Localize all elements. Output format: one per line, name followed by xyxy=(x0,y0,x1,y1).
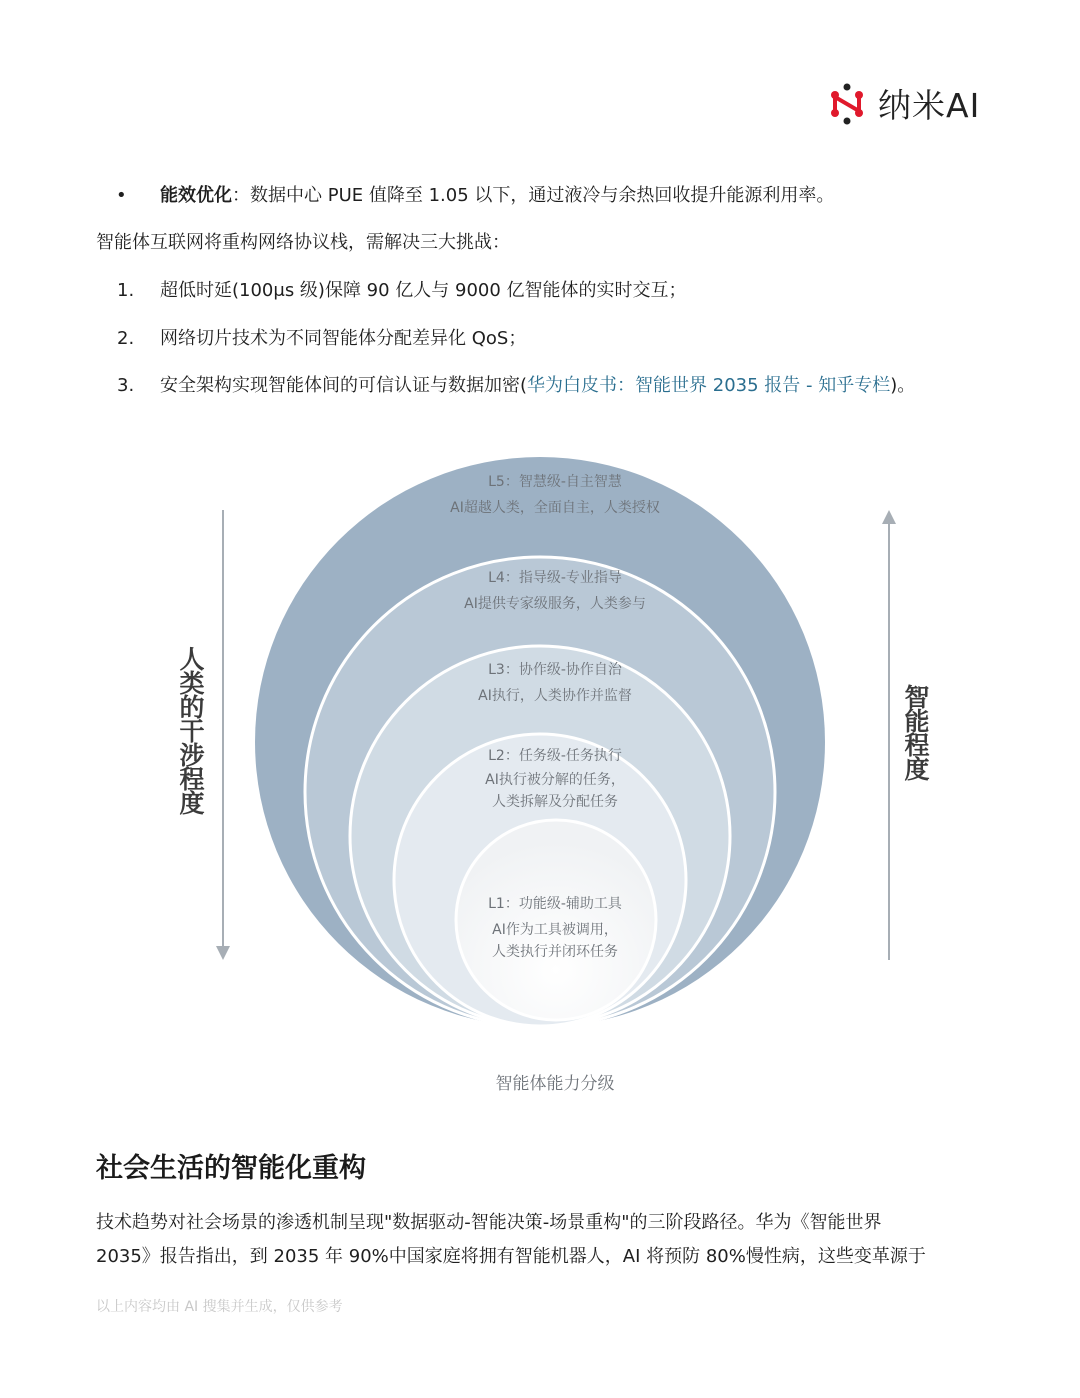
right-axis-text: 智能程度 xyxy=(904,683,930,784)
up-arrow xyxy=(882,510,896,960)
left-axis-text: 人类的干涉程度 xyxy=(179,645,205,818)
list-number: 1. xyxy=(117,280,135,301)
level-2-desc: AI执行被分解的任务， xyxy=(485,772,625,788)
level-4-title: L4：指导级-专业指导 xyxy=(488,570,622,586)
section-paragraph xyxy=(96,1206,996,1274)
list-item: 网络切片技术为不同智能体分配差异化 QoS； xyxy=(160,328,527,349)
diagram-caption: 智能体能力分级 xyxy=(495,1074,615,1094)
left-axis-label xyxy=(177,645,207,818)
source-link[interactable]: 华为白皮书：智能世界 2035 报告 - 知乎专栏 xyxy=(527,375,891,396)
paragraph-line: 技术趋势对社会场景的渗透机制呈现"数据驱动-智能决策-场景重构"的三阶段路径。华为《智能世界 xyxy=(96,1212,882,1233)
level-2-desc: 人类拆解及分配任务 xyxy=(492,794,618,810)
paragraph-line: 2035》报告指出，到 2035 年 90%中国家庭将拥有智能机器人，AI 将预防 80%慢性病，这些变革源于 xyxy=(96,1246,926,1267)
level-1-title: L1：功能级-辅助工具 xyxy=(488,896,622,912)
level-3-desc: AI执行，人类协作并监督 xyxy=(478,688,632,704)
section-title: 社会生活的智能化重构 xyxy=(96,1153,366,1184)
level-2-title: L2：任务级-任务执行 xyxy=(488,748,622,764)
level-1-desc: 人类执行并闭环任务 xyxy=(492,944,618,960)
right-axis-label xyxy=(902,683,932,784)
down-arrow xyxy=(216,510,230,960)
list-item: 超低时延(100μs 级)保障 90 亿人与 9000 亿智能体的实时交互； xyxy=(160,280,687,301)
level-5-desc: AI超越人类，全面自主，人类授权 xyxy=(450,500,660,516)
level-5-title: L5：智慧级-自主智慧 xyxy=(488,474,622,490)
list-number: 3. xyxy=(117,375,135,396)
level-3-title: L3：协作级-协作自治 xyxy=(488,662,622,678)
brand-name: 纳米AI xyxy=(878,86,981,125)
bullet-marker: • xyxy=(116,185,127,206)
ai-disclaimer: 以上内容均由 AI 搜集并生成，仅供参考 xyxy=(96,1299,343,1315)
level-1-circle xyxy=(456,820,656,1020)
intro-text: 智能体互联网将重构网络协议栈，需解决三大挑战： xyxy=(96,232,510,253)
list-item-text: 安全架构实现智能体间的可信认证与数据加密( xyxy=(160,375,528,396)
level-1-desc: AI作为工具被调用， xyxy=(492,922,618,938)
bullet-bold-term: 能效优化 xyxy=(160,185,232,206)
list-item-tail: )。 xyxy=(890,375,916,396)
list-number: 2. xyxy=(117,328,135,349)
bullet-text: ：数据中心 PUE 值降至 1.05 以下，通过液冷与余热回收提升能源利用率。 xyxy=(232,185,835,206)
level-4-desc: AI提供专家级服务，人类参与 xyxy=(464,596,646,612)
